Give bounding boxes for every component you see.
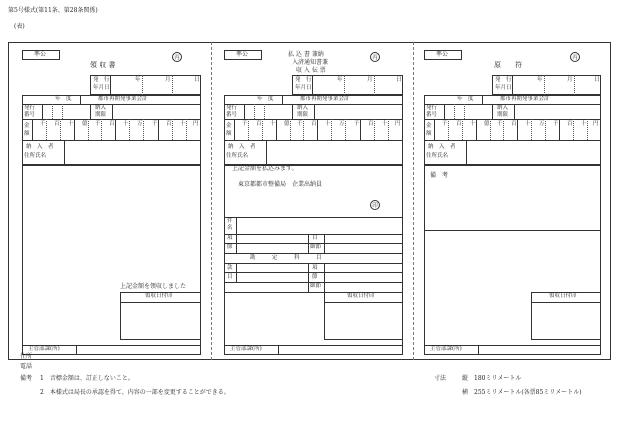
month-unit: 月 (367, 77, 373, 83)
digit-label: 円 (395, 121, 401, 127)
amount-label: 金 (226, 123, 232, 129)
digit-label: 百 (166, 121, 172, 127)
issue-no-label: 発行 (426, 105, 438, 111)
digit-label: 千 (152, 121, 158, 127)
digit-label: 百 (54, 121, 60, 127)
year-unit: 年 (537, 77, 543, 83)
item-label: 目 (312, 235, 318, 241)
digit-label: 千 (354, 121, 360, 127)
month-unit: 月 (567, 77, 573, 83)
digit-label: 百 (256, 121, 262, 127)
digit-label: 千 (553, 121, 559, 127)
digit-label: 千 (442, 121, 448, 127)
payer-label-2: 住所氏名 (426, 153, 449, 159)
digit-label: 百 (456, 121, 462, 127)
stamp-label: 準公 (236, 51, 249, 58)
received-text: 上記金額を領収しました (120, 283, 187, 290)
digit-label: 円 (593, 121, 599, 127)
issue-no-label: 発行 (24, 105, 36, 111)
payer-label-2: 住所氏名 (226, 153, 249, 159)
digit-label: 十 (325, 121, 331, 127)
fiscal-year-label: 年 度 (257, 96, 274, 102)
amount-label-2: 額 (426, 131, 432, 137)
receipt-stamp-label: 領収日付印 (549, 293, 577, 299)
due-label-2: 期限 (95, 112, 107, 118)
item-label: 目 (227, 274, 233, 280)
digit-label: 円 (193, 121, 199, 127)
digit-label: 万 (137, 121, 143, 127)
account-name: 都市再開発事業会計 (98, 96, 148, 102)
side-label: (表) (14, 23, 25, 30)
seal-mark: 丙 (172, 52, 182, 62)
item-label: 節 (312, 274, 318, 280)
digit-label: 千 (40, 121, 46, 127)
phone-label: 電話 (20, 363, 33, 370)
remarks-label: 備 考 (430, 172, 449, 179)
item-label: 細節 (310, 244, 322, 250)
size-width: 横 255ミリメートル(各票85ミリメートル) (462, 389, 582, 396)
issue-date-label: 発 行 (93, 77, 110, 83)
notice-message-2: 東京都都市整備局 企業出納員 (238, 181, 323, 188)
amount-label-2: 額 (226, 131, 232, 137)
issue-date-label: 発 行 (495, 77, 512, 83)
digit-label: 十 (581, 121, 587, 127)
digit-label: 十 (525, 121, 531, 127)
fiscal-year-label: 年 度 (55, 96, 72, 102)
payer-label-2: 住所氏名 (24, 153, 47, 159)
size-height: 縦 180ミリメートル (462, 375, 522, 382)
issue-no-label-2: 番号 (226, 112, 238, 118)
dept-label: 主管部課(所) (28, 346, 60, 352)
day-unit: 日 (396, 77, 402, 83)
stamp-label: 準公 (436, 51, 449, 58)
digit-label: 百 (567, 121, 573, 127)
item-label: 細節 (310, 283, 322, 289)
digit-label: 千 (297, 121, 303, 127)
notice-title: 払 込 書 兼納 (288, 51, 324, 58)
digit-label: 万 (339, 121, 345, 127)
digit-label: 十 (180, 121, 186, 127)
amount-label-2: 額 (24, 131, 30, 137)
digit-label: 千 (497, 121, 503, 127)
digit-label: 十 (123, 121, 129, 127)
digit-label: 十 (270, 121, 276, 127)
digit-label: 十 (470, 121, 476, 127)
digit-label: 百 (511, 121, 517, 127)
receipt-stamp-label: 領収日付印 (347, 293, 375, 299)
issue-date-label-2: 年月日 (93, 85, 110, 91)
cut-line-2 (413, 42, 414, 360)
digit-label: 千 (95, 121, 101, 127)
item-label: 項 (312, 265, 318, 271)
address-label: 住所 (20, 353, 33, 360)
issue-date-label-2: 年月日 (295, 85, 312, 91)
digit-label: 億 (284, 121, 290, 127)
issue-no-label-2: 番号 (426, 112, 438, 118)
item-label: 名 (227, 225, 233, 231)
amount-label: 金 (426, 123, 432, 129)
digit-label: 十 (68, 121, 74, 127)
issue-no-label: 発行 (226, 105, 238, 111)
issue-date-label: 発 行 (295, 77, 312, 83)
amount-label: 金 (24, 123, 30, 129)
digit-label: 億 (484, 121, 490, 127)
month-unit: 月 (165, 77, 171, 83)
receipt-stamp-label: 領収日付印 (145, 293, 173, 299)
note-2: 2 本様式は局長の承認を得て、内容の一部を変更することができる。 (40, 389, 230, 396)
notice-message-1: 上記金額を払込みます。 (232, 165, 298, 172)
account-title-label: 勘 定 科 目 (250, 255, 322, 261)
size-label: 寸法 (434, 375, 447, 382)
digit-label: 百 (311, 121, 317, 127)
account-name: 都市再開発事業会計 (300, 96, 350, 102)
item-label: 項 (227, 235, 233, 241)
payer-label: 納 入 者 (228, 144, 256, 150)
digit-label: 千 (242, 121, 248, 127)
stamp-label: 準公 (34, 51, 47, 58)
due-label: 納入 (297, 105, 309, 111)
issue-date-label-2: 年月日 (495, 85, 512, 91)
notice-subtitle-1: 入済通知書兼 (292, 59, 329, 66)
payer-label: 納 入 者 (428, 144, 456, 150)
digit-label: 億 (82, 121, 88, 127)
year-unit: 年 (337, 77, 343, 83)
digit-label: 百 (109, 121, 115, 127)
due-label: 納入 (497, 105, 509, 111)
due-label-2: 期限 (497, 112, 509, 118)
seal-mark: 丙 (370, 52, 380, 62)
day-unit: 日 (194, 77, 200, 83)
cut-line-1 (211, 42, 212, 360)
item-label: 節 (227, 244, 233, 250)
dept-label: 主管部課(所) (230, 346, 262, 352)
receipt-title: 領 収 書 (90, 61, 116, 69)
year-unit: 年 (135, 77, 141, 83)
due-label-2: 期限 (297, 112, 309, 118)
digit-label: 万 (539, 121, 545, 127)
seal-mark: 丙 (570, 52, 580, 62)
digit-label: 百 (368, 121, 374, 127)
payer-label: 納 入 者 (26, 144, 54, 150)
account-name: 都市再開発事業会計 (500, 96, 550, 102)
notice-subtitle-2: 収 入 伝 票 (296, 67, 326, 74)
item-label: 款 (227, 265, 233, 271)
form-number: 第5号様式(第11条、第28条関係) (8, 7, 98, 14)
item-label: 件 (227, 218, 233, 224)
day-unit: 日 (594, 77, 600, 83)
original-title: 原 符 (494, 61, 522, 69)
dept-label: 主管部課(所) (430, 346, 462, 352)
fiscal-year-label: 年 度 (457, 96, 474, 102)
digit-label: 十 (382, 121, 388, 127)
note-1: 1 音標金額は、訂正しないこと。 (40, 375, 134, 382)
notes-label: 備考 (20, 375, 33, 382)
issue-no-label-2: 番号 (24, 112, 36, 118)
official-seal-mark: 印 (370, 200, 380, 210)
due-label: 納入 (95, 105, 107, 111)
